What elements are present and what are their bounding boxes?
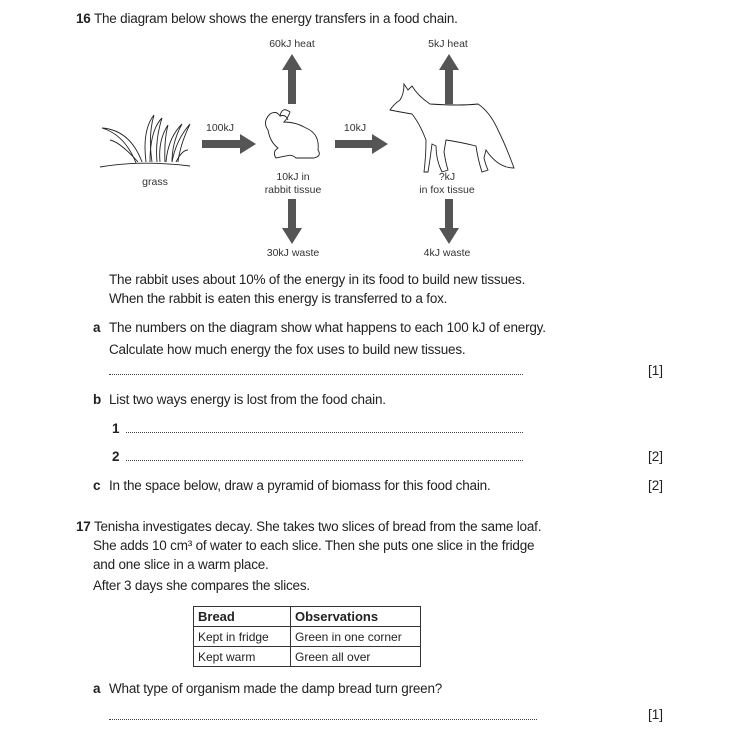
q17-line2: She adds 10 cm³ of water to each slice. Then she puts one slice in the fridge (93, 538, 535, 553)
q16-info-line1: The rabbit uses about 10% of the energy in its food to build new tissues. (109, 272, 526, 287)
table-cell: Kept warm (194, 647, 291, 667)
q16b-marks: [2] (648, 449, 664, 464)
rabbit-tissue-line1: 10kJ in (276, 171, 310, 183)
table-cell: Green in one corner (291, 627, 421, 647)
q17a-marks: [1] (648, 707, 664, 722)
rabbit-icon (265, 110, 319, 158)
q16-stem-text: The diagram below shows the energy transfers in a food chain. (93, 11, 458, 26)
q16b-item1-number: 1 (112, 421, 120, 436)
q16b-letter: b (93, 392, 102, 407)
q16-number: 16 (76, 11, 91, 26)
q17-number: 17 (76, 519, 91, 534)
q16b-answer-line-1[interactable] (126, 432, 523, 433)
arrow-rabbit-fox-label: 10kJ (343, 122, 367, 134)
q17-line1-text: Tenisha investigates decay. She takes two slices of bread from the same loaf. (93, 519, 542, 534)
arrow-icons (202, 54, 459, 244)
diagram-graphics (0, 0, 730, 270)
q17-line1 (76, 519, 541, 534)
q16a-line1: The numbers on the diagram show what happens to each 100 kJ of energy. (109, 320, 546, 335)
table-cell: Green all over (291, 647, 421, 667)
table-header: Observations (291, 607, 421, 627)
arrow-grass-rabbit-label: 100kJ (205, 122, 235, 134)
grass-label: grass (142, 176, 168, 188)
q17a-text: What type of organism made the damp bread turn green? (109, 681, 443, 696)
rabbit-tissue-line2: rabbit tissue (264, 184, 322, 196)
grass-icon (100, 115, 190, 167)
q17a-letter: a (93, 681, 101, 696)
q16c-marks: [2] (648, 478, 664, 493)
q17-line3: and one slice in a warm place. (93, 557, 269, 572)
fox-tissue-line2: in fox tissue (419, 184, 475, 196)
q17a-answer-line[interactable] (109, 719, 537, 720)
q17-line4: After 3 days she compares the slices. (93, 578, 310, 593)
rabbit-waste-label: 30kJ waste (266, 247, 320, 259)
q16b-text: List two ways energy is lost from the food chain. (109, 392, 386, 407)
table-row (194, 647, 421, 667)
q16a-line2: Calculate how much energy the fox uses to build new tissues. (109, 342, 466, 357)
table-row (194, 627, 421, 647)
food-chain-diagram (0, 0, 730, 270)
table-header-row (194, 607, 421, 627)
rabbit-heat-label: 60kJ heat (269, 38, 315, 50)
table-header: Bread (194, 607, 291, 627)
q16a-marks: [1] (648, 363, 664, 378)
observations-table (193, 606, 421, 667)
q16c-text: In the space below, draw a pyramid of biomass for this food chain. (109, 478, 491, 493)
q16b-answer-line-2[interactable] (126, 460, 523, 461)
q16-info-line2: When the rabbit is eaten this energy is transferred to a fox. (109, 291, 448, 306)
fox-waste-label: 4kJ waste (423, 247, 471, 259)
q16c-letter: c (93, 478, 101, 493)
q16a-letter: a (93, 320, 101, 335)
fox-tissue-line1: ?kJ (438, 171, 456, 183)
table-cell: Kept in fridge (194, 627, 291, 647)
fox-heat-label: 5kJ heat (428, 38, 468, 50)
q16b-item2-number: 2 (112, 449, 120, 464)
q16a-answer-line[interactable] (109, 374, 523, 375)
